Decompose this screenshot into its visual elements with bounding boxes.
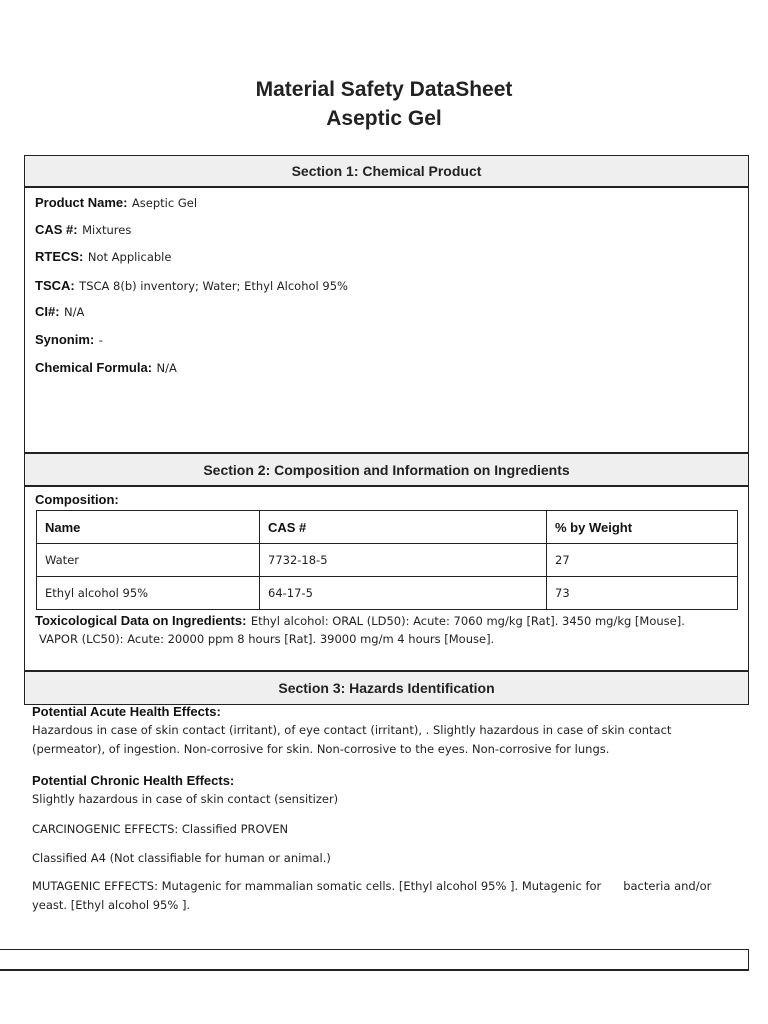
table-cell: Water bbox=[37, 544, 260, 577]
rtecs-value: Not Applicable bbox=[87, 250, 172, 264]
synonim-value: - bbox=[98, 333, 103, 347]
carcinogenic-effects: CARCINOGENIC EFFECTS: Classified PROVEN bbox=[32, 822, 289, 836]
product-name-row bbox=[35, 194, 197, 212]
table-row bbox=[37, 577, 738, 610]
column-header-weight: % by Weight bbox=[547, 511, 738, 544]
table-cell: 27 bbox=[547, 544, 738, 577]
acute-effects-line2: (permeator), of ingestion. Non-corrosive for skin. Non-corrosive to the eyes. Non-corrosive for lungs. bbox=[32, 742, 610, 756]
column-header-name: Name bbox=[37, 511, 260, 544]
section1-heading: Section 1: Chemical Product bbox=[24, 155, 749, 188]
table-cell: 7732-18-5 bbox=[260, 544, 547, 577]
product-name-label: Product Name: bbox=[35, 195, 128, 210]
acute-effects-line1: Hazardous in case of skin contact (irritant), of eye contact (irritant), . Slightly hazardous in case of skin contact bbox=[32, 723, 672, 737]
section3-heading: Section 3: Hazards Identification bbox=[24, 670, 749, 705]
cas-row bbox=[35, 221, 131, 239]
mutagenic-effects-line2: yeast. [Ethyl alcohol 95% ]. bbox=[32, 898, 191, 912]
tox-data-label: Toxicological Data on Ingredients: bbox=[35, 613, 247, 628]
ci-value: N/A bbox=[64, 305, 85, 319]
synonim-label: Synonim: bbox=[35, 332, 95, 347]
rtecs-label: RTECS: bbox=[35, 249, 84, 264]
cas-value: Mixtures bbox=[82, 223, 132, 237]
composition-table bbox=[36, 510, 738, 610]
ci-row bbox=[35, 303, 84, 321]
table-cell: Ethyl alcohol 95% bbox=[37, 577, 260, 610]
chemical-formula-value: N/A bbox=[156, 361, 177, 375]
classification-text: Classified A4 (Not classifiable for human or animal.) bbox=[32, 851, 331, 865]
table-header-row bbox=[37, 511, 738, 544]
tsca-label: TSCA: bbox=[35, 278, 75, 293]
section2-heading: Section 2: Composition and Information on Ingredients bbox=[24, 452, 749, 487]
tsca-row bbox=[35, 277, 348, 295]
chemical-formula-row bbox=[35, 359, 177, 377]
acute-effects-label: Potential Acute Health Effects: bbox=[32, 704, 221, 719]
product-title: Aseptic Gel bbox=[326, 107, 442, 130]
chronic-effects-text: Slightly hazardous in case of skin contact (sensitizer) bbox=[32, 792, 339, 806]
column-header-cas: CAS # bbox=[260, 511, 547, 544]
cas-label: CAS #: bbox=[35, 222, 78, 237]
document-title: Material Safety DataSheet bbox=[255, 78, 513, 101]
section-divider-box bbox=[0, 949, 749, 971]
tsca-value: TSCA 8(b) inventory; Water; Ethyl Alcohol 95% bbox=[79, 279, 348, 293]
rtecs-row bbox=[35, 248, 171, 266]
tox-data-line1: Ethyl alcohol: ORAL (LD50): Acute: 7060 mg/kg [Rat]. 3450 mg/kg [Mouse]. bbox=[250, 614, 685, 628]
mutagenic-effects-line1: MUTAGENIC EFFECTS: Mutagenic for mammalian somatic cells. [Ethyl alcohol 95% ]. Mutagenic for bacteria and/or bbox=[32, 879, 712, 893]
product-name-value: Aseptic Gel bbox=[131, 196, 198, 210]
tox-data-line2: VAPOR (LC50): Acute: 20000 ppm 8 hours [Rat]. 39000 mg/m 4 hours [Mouse]. bbox=[39, 632, 495, 646]
table-row bbox=[37, 544, 738, 577]
chemical-formula-label: Chemical Formula: bbox=[35, 360, 153, 375]
table-cell: 64-17-5 bbox=[260, 577, 547, 610]
composition-label: Composition: bbox=[35, 492, 119, 507]
table-cell: 73 bbox=[547, 577, 738, 610]
chronic-effects-label: Potential Chronic Health Effects: bbox=[32, 773, 235, 788]
ci-label: CI#: bbox=[35, 304, 60, 319]
tox-data-row bbox=[35, 612, 685, 630]
synonim-row bbox=[35, 331, 103, 349]
